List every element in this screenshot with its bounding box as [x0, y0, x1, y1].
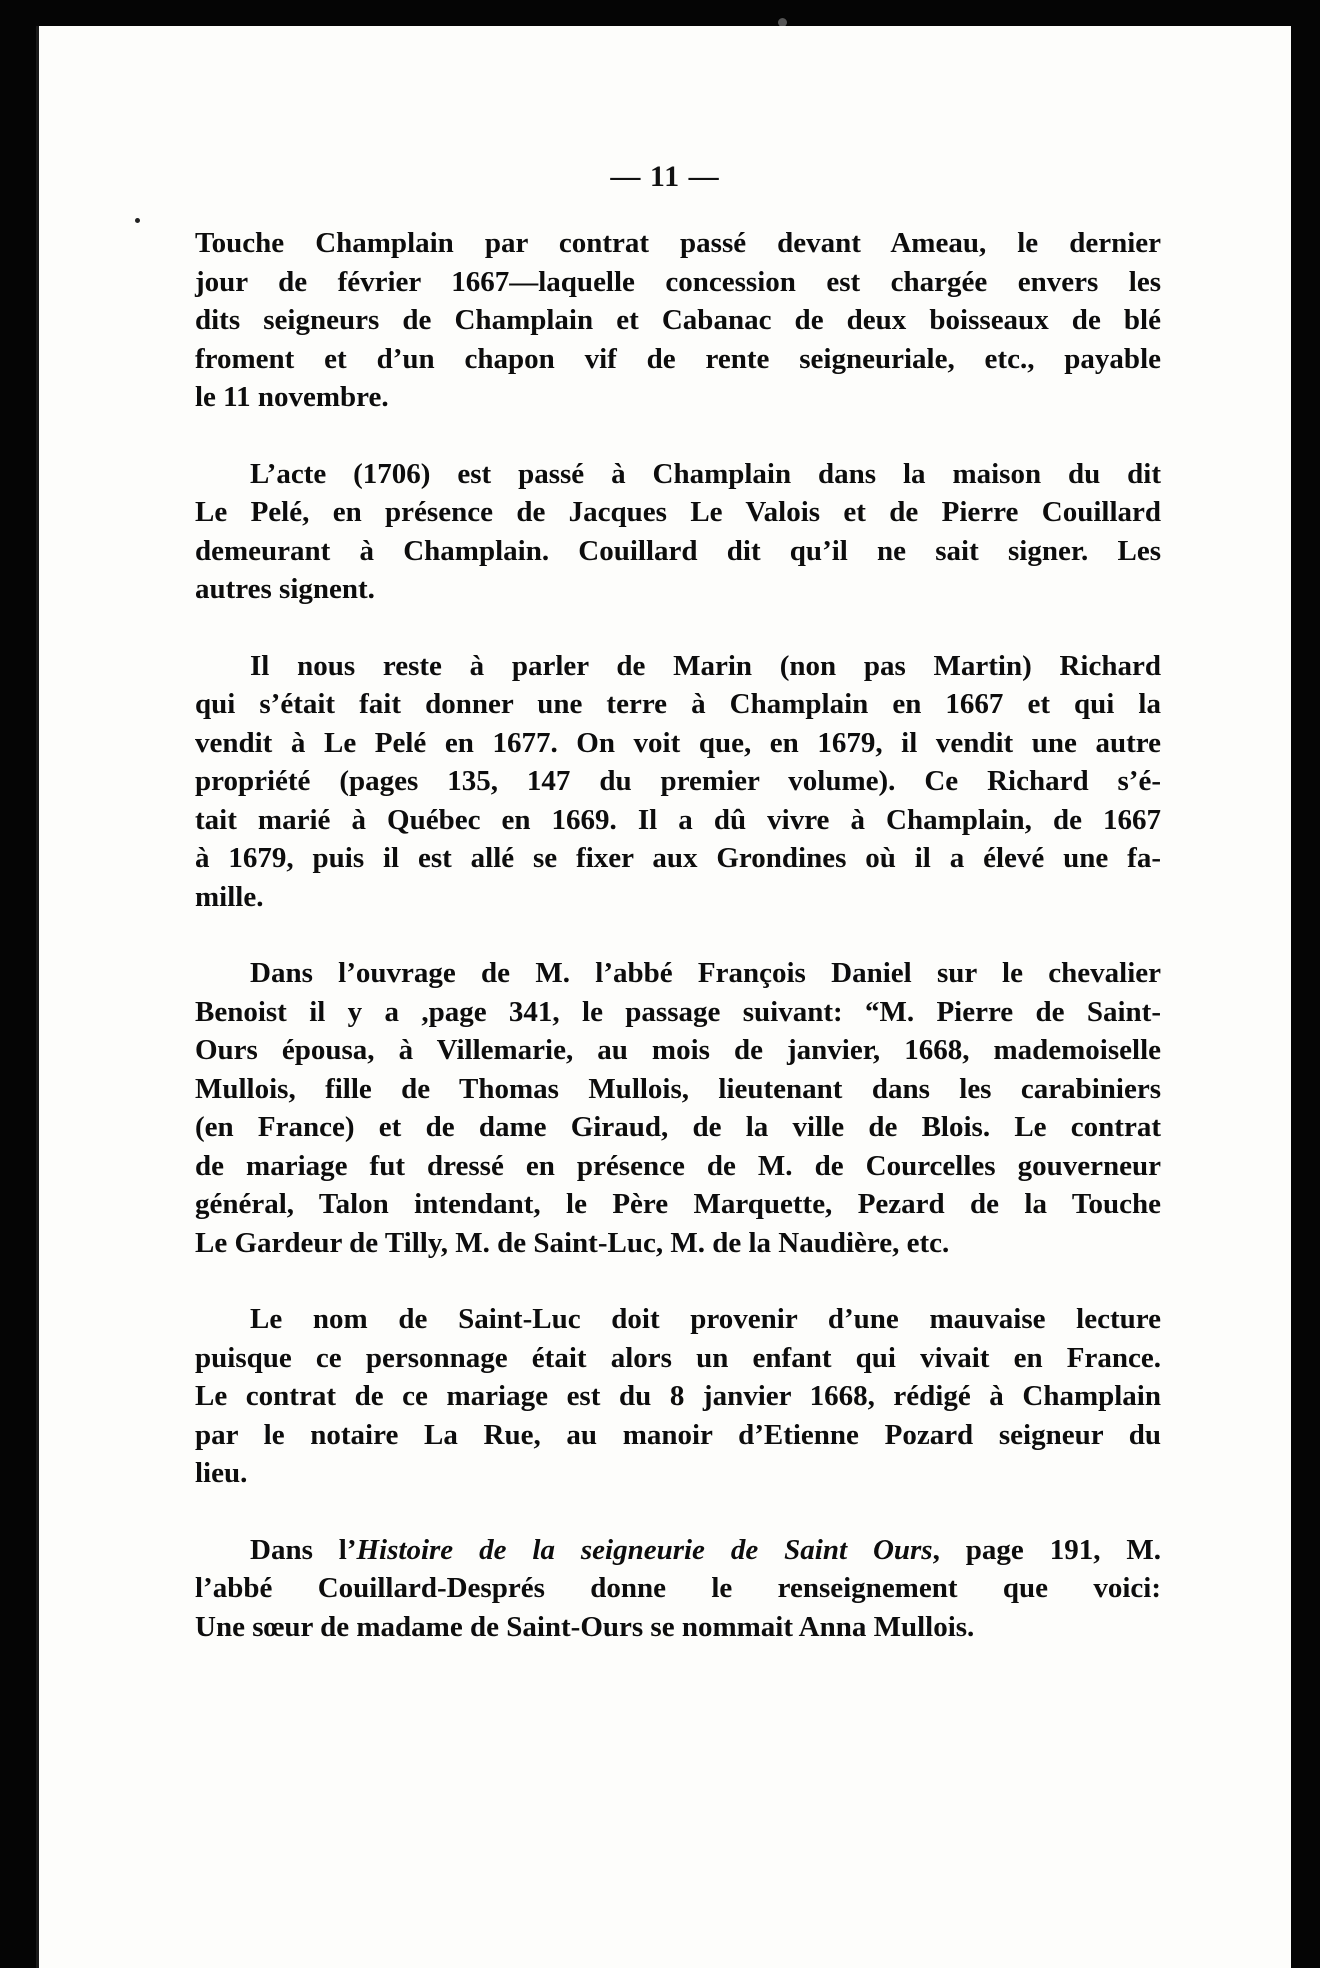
- paragraph: [195, 647, 1161, 917]
- text-line: Une sœur de madame de Saint-Ours se nommait Anna Mullois.: [195, 1610, 975, 1643]
- text-line: Mullois, fille de Thomas Mullois, lieutenant dans les carabiniers: [195, 1072, 1161, 1105]
- text-run: Dans l’: [250, 1533, 357, 1566]
- text-line: autres signent.: [195, 573, 375, 605]
- text-line: (en France) et de dame Giraud, de la ville de Blois. Le contrat: [195, 1111, 1161, 1143]
- text-line: Le Gardeur de Tilly, M. de Saint-Luc, M. de la Naudière, etc.: [195, 1226, 950, 1259]
- text-line: puisque ce personnage était alors un enfant qui vivait en France.: [195, 1341, 1161, 1374]
- text-line: qui s’était fait donner une terre à Champlain en 1667 et qui la: [195, 688, 1161, 720]
- paragraph: [195, 954, 1161, 1262]
- text-line: propriété (pages 135, 147 du premier volume). Ce Richard s’é-: [195, 765, 1161, 797]
- text-line: Il nous reste à parler de Marin (non pas Martin) Richard: [250, 649, 1161, 682]
- text-line: jour de février 1667—laquelle concession est chargée envers les: [195, 265, 1161, 298]
- text-line: général, Talon intendant, le Père Marquette, Pezard de la Touche: [195, 1188, 1161, 1220]
- text-run: , page 191, M.: [932, 1533, 1161, 1566]
- document-page: [36, 26, 1291, 1968]
- text-line: de mariage fut dressé en présence de M. de Courcelles gouverneur: [195, 1149, 1161, 1182]
- text-line: [195, 1531, 1161, 1570]
- text-line: demeurant à Champlain. Couillard dit qu’il ne sait signer. Les: [195, 534, 1161, 567]
- text-line: L’acte (1706) est passé à Champlain dans la maison du dit: [250, 457, 1161, 490]
- text-line: Touche Champlain par contrat passé devant Ameau, le dernier: [195, 227, 1161, 259]
- paragraph: [195, 1531, 1161, 1647]
- text-line: Benoist il y a ,page 341, le passage suivant: “M. Pierre de Saint-: [195, 995, 1161, 1028]
- paragraph: [195, 455, 1161, 609]
- text-line: Le nom de Saint-Luc doit provenir d’une mauvaise lecture: [250, 1303, 1161, 1335]
- text-line: le 11 novembre.: [195, 381, 389, 413]
- text-line: mille.: [195, 880, 264, 913]
- text-line: par le notaire La Rue, au manoir d’Etienne Pozard seigneur du: [195, 1418, 1161, 1451]
- paragraph: [195, 224, 1161, 417]
- scan-speck: [135, 218, 140, 223]
- text-line: dits seigneurs de Champlain et Cabanac de deux boisseaux de blé: [195, 304, 1161, 336]
- text-line: vendit à Le Pelé en 1677. On voit que, en 1679, il vendit une autre: [195, 726, 1161, 759]
- text-line: Ours épousa, à Villemarie, au mois de janvier, 1668, mademoiselle: [195, 1034, 1161, 1066]
- paragraph: [195, 1300, 1161, 1493]
- text-line: Le contrat de ce mariage est du 8 janvier 1668, rédigé à Champlain: [195, 1380, 1161, 1412]
- book-title: Histoire de la seigneurie de Saint Ours: [356, 1533, 933, 1566]
- text-line: tait marié à Québec en 1669. Il a dû vivre à Champlain, de 1667: [195, 803, 1161, 836]
- body-text: [195, 224, 1161, 1684]
- page-number: — 11 —: [610, 160, 720, 193]
- text-line: à 1679, puis il est allé se fixer aux Grondines où il a élevé une fa-: [195, 842, 1161, 874]
- text-line: lieu.: [195, 1457, 248, 1489]
- text-line: Dans l’ouvrage de M. l’abbé François Daniel sur le chevalier: [250, 957, 1161, 989]
- text-line: froment et d’un chapon vif de rente seigneuriale, etc., payable: [195, 342, 1161, 375]
- text-line: l’abbé Couillard-Després donne le renseignement que voici:: [195, 1572, 1161, 1604]
- text-line: Le Pelé, en présence de Jacques Le Valois et de Pierre Couillard: [195, 496, 1161, 528]
